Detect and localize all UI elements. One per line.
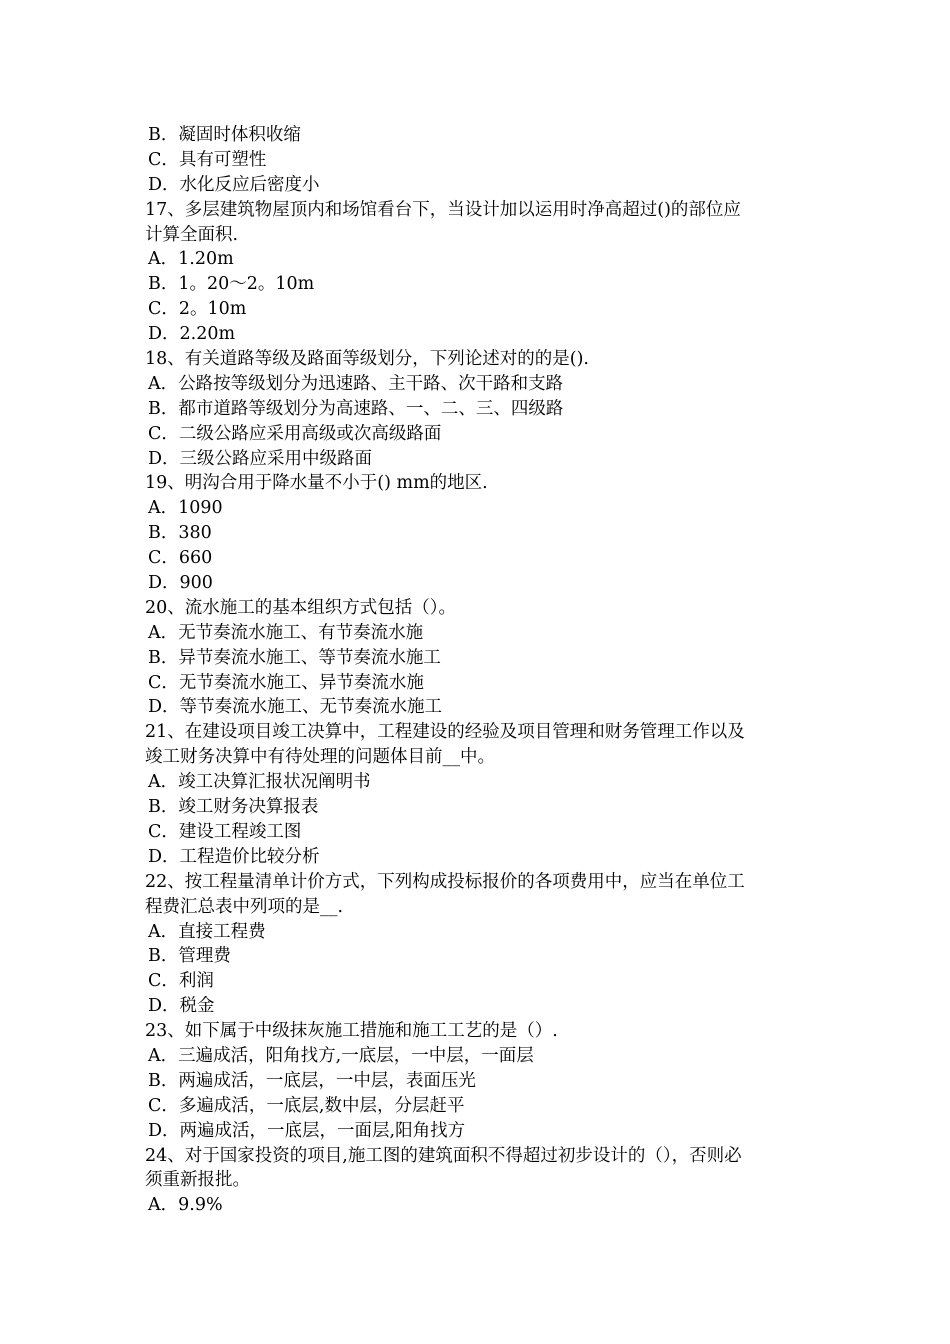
answer-option-line: D．等节奏流水施工、无节奏流水施工	[148, 697, 443, 718]
answer-option-line: C．2。10m	[148, 299, 247, 320]
question-text-line: 22、按工程量清单计价方式，下列构成投标报价的各项费用中，应当在单位工	[145, 871, 745, 892]
answer-option-line: D．三级公路应采用中级路面	[148, 448, 373, 469]
answer-option-line: C．具有可塑性	[148, 149, 267, 170]
answer-option-line: B．异节奏流水施工、等节奏流水施工	[148, 647, 441, 668]
answer-option-line: D．2.20m	[148, 324, 236, 345]
question-text-line: 竣工财务决算中有待处理的问题体目前__中。	[145, 747, 495, 768]
question-text-line: 须重新报批。	[145, 1170, 250, 1191]
answer-option-line: D．工程造价比较分析	[148, 846, 320, 867]
question-text-line: 21、在建设项目竣工决算中，工程建设的经验及项目管理和财务管理工作以及	[145, 722, 745, 743]
answer-option-line: A．9.9%	[148, 1195, 223, 1216]
answer-option-line: A．公路按等级划分为迅速路、主干路、次干路和支路	[148, 373, 564, 394]
answer-option-line: B．两遍成活，一底层，一中层，表面压光	[148, 1070, 476, 1091]
answer-option-line: B．1。20～2。10m	[148, 274, 315, 295]
document-body	[145, 123, 810, 1218]
question-text-line: 18、有关道路等级及路面等级划分，下列论述对的的是().	[145, 349, 589, 370]
question-text-line: 17、多层建筑物屋顶内和场馆看台下，当设计加以运用时净高超过()的部位应	[145, 199, 741, 220]
answer-option-line: B．都市道路等级划分为高速路、一、二、三、四级路	[148, 398, 564, 419]
question-text-line: 程费汇总表中列项的是__.	[145, 896, 344, 917]
answer-option-line: B．380	[148, 523, 212, 544]
answer-option-line: D．两遍成活，一底层，一面层,阳角找方	[148, 1120, 466, 1141]
question-text-line: 计算全面积.	[145, 224, 239, 245]
answer-option-line: B．凝固时体积收缩	[148, 125, 301, 145]
answer-option-line: A．三遍成活，阳角找方,一底层，一中层，一面层	[148, 1045, 534, 1066]
answer-option-line: D．税金	[148, 996, 215, 1017]
answer-option-line: A．直接工程费	[148, 921, 266, 942]
answer-option-line: D．900	[148, 573, 213, 594]
answer-option-line: C．无节奏流水施工、异节奏流水施	[148, 672, 424, 693]
question-text-line: 19、明沟合用于降水量不小于() mm的地区.	[145, 473, 488, 494]
answer-option-line: C．多遍成活，一底层,数中层，分层赶平	[148, 1095, 465, 1116]
answer-option-line: D．水化反应后密度小	[148, 174, 320, 195]
question-text-line: 23、如下属于中级抹灰施工措施和施工工艺的是（）.	[145, 1021, 558, 1042]
answer-option-line: C．利润	[148, 971, 214, 992]
question-text-line: 20、流水施工的基本组织方式包括（）。	[145, 597, 457, 618]
answer-option-line: A．无节奏流水施工、有节奏流水施	[148, 622, 424, 643]
answer-option-line: C．660	[148, 548, 213, 569]
answer-option-line: B．竣工财务决算报表	[148, 797, 319, 818]
question-text-line: 24、对于国家投资的项目,施工图的建筑面积不得超过初步设计的（），否则必	[145, 1145, 742, 1166]
answer-option-line: C．二级公路应采用高级或次高级路面	[148, 423, 442, 444]
answer-option-line: C．建设工程竣工图	[148, 821, 302, 842]
answer-option-line: A．1090	[148, 498, 223, 519]
answer-option-line: A．竣工决算汇报状况阐明书	[148, 772, 371, 793]
answer-option-line: A．1.20m	[148, 249, 234, 270]
answer-option-line: B．管理费	[148, 946, 231, 967]
